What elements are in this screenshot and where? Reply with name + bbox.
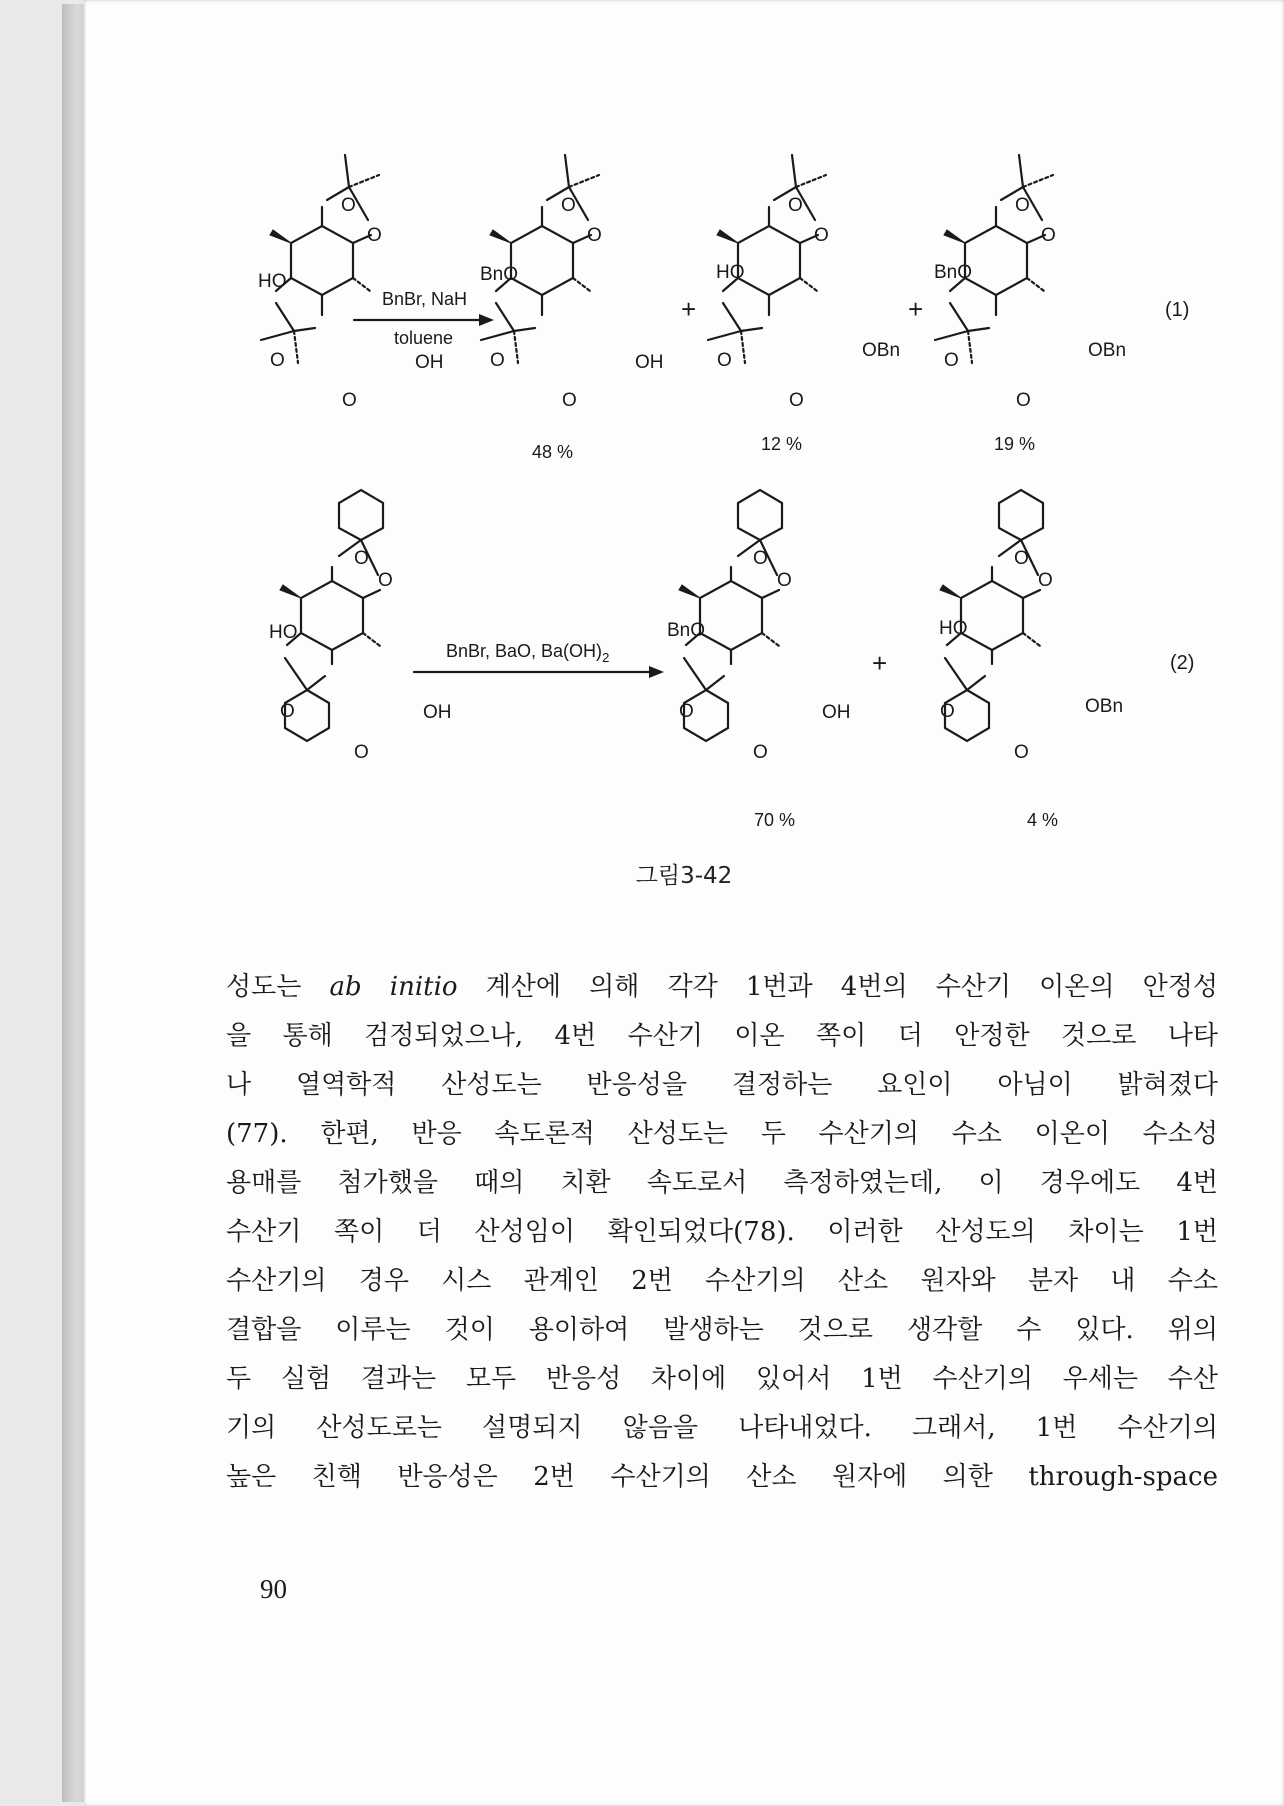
r2-reactant-o1: O <box>354 548 369 569</box>
reaction2-number: (2) <box>1170 652 1195 674</box>
book-page <box>84 0 1284 1806</box>
text-line-2: 을 통해 검정되었으나, 4번 수산기 이온 쪽이 더 안정한 것으로 나타 <box>226 1021 1218 1051</box>
r2-yield-b: 4 % <box>1027 810 1059 830</box>
r1-product-a-o3: O <box>490 350 505 371</box>
r1-product-b-o1: O <box>788 195 803 216</box>
r1-plus-2: + <box>908 294 924 324</box>
reaction2-reagents-main: BnBr, BaO, Ba(OH) <box>446 641 603 661</box>
text-line-9: 두 실험 결과는 모두 반응성 차이에 있어서 1번 수산기의 우세는 수산 <box>226 1364 1218 1394</box>
r1-plus-1: + <box>681 294 697 324</box>
r2-yield-a: 70 % <box>754 810 796 830</box>
r1-reactant-oh: OH <box>415 352 444 373</box>
r2-reactant-ho: HO <box>269 622 298 643</box>
r1-product-a-oh: OH <box>635 352 664 373</box>
r1-product-b-o4: O <box>789 390 804 411</box>
r2-product-b-ho: HO <box>939 618 968 639</box>
r1-reactant-o1: O <box>341 195 356 216</box>
r1-product-a-o2: O <box>587 225 602 246</box>
r2-product-b-obn: OBn <box>1085 696 1124 717</box>
r2-product-a-o2: O <box>777 570 792 591</box>
r2-product-b-o3: O <box>940 701 955 722</box>
r1-reactant-o2: O <box>367 225 382 246</box>
text-line-10: 기의 산성도로는 설명되지 않음을 나타내었다. 그래서, 1번 수산기의 <box>226 1413 1218 1443</box>
reaction2-product-b <box>940 490 1043 741</box>
r1-yield-b: 12 % <box>761 434 803 454</box>
reaction1-product-a <box>481 155 599 363</box>
r2-product-b-o2: O <box>1038 570 1053 591</box>
reaction1-product-b <box>708 155 826 363</box>
r2-plus: + <box>872 648 888 678</box>
reaction2-reagents-sub: 2 <box>602 650 610 665</box>
text-line-8: 결합을 이루는 것이 용이하여 발생하는 것으로 생각할 수 있다. 위의 <box>226 1315 1218 1345</box>
body-paragraph <box>226 963 1218 1502</box>
r1-product-a-bno: BnO <box>480 264 519 285</box>
r1-reactant-o4: O <box>342 390 357 411</box>
r2-product-a-oh: OH <box>822 702 851 723</box>
reaction1-reagents: BnBr, NaH <box>382 289 468 309</box>
reaction1-solvent: toluene <box>394 328 454 348</box>
r1-reactant-o3: O <box>270 350 285 371</box>
page-number: 90 <box>260 1574 287 1604</box>
r1-product-b-o3: O <box>717 350 732 371</box>
text-line-1-post: 계산에 의해 각각 1번과 4번의 수산기 이온의 안정성 <box>457 972 1218 1002</box>
text-line-6: 수산기 쪽이 더 산성임이 확인되었다(78). 이러한 산성도의 차이는 1번 <box>226 1217 1218 1247</box>
r2-reactant-o3: O <box>280 701 295 722</box>
page-edge <box>62 4 86 1802</box>
r1-yield-a: 48 % <box>532 442 574 462</box>
text-line-3: 나 열역학적 산성도는 반응성을 결정하는 요인이 아님이 밝혀졌다 <box>226 1070 1218 1100</box>
r2-product-b-o4: O <box>1014 742 1029 763</box>
figure-caption: 그림3-42 <box>635 863 733 889</box>
text-line-1 <box>226 963 1218 1012</box>
r1-product-c-bno: BnO <box>934 262 973 283</box>
r1-product-a-o1: O <box>561 195 576 216</box>
r1-product-c-o1: O <box>1015 195 1030 216</box>
text-line-7: 수산기의 경우 시스 관계인 2번 수산기의 산소 원자와 분자 내 수소 <box>226 1266 1218 1296</box>
r2-product-b-o1: O <box>1014 548 1029 569</box>
reaction2-product-a <box>679 490 782 741</box>
reaction2-reactant <box>280 490 383 741</box>
r1-product-b-o2: O <box>814 225 829 246</box>
r1-reactant-ho: HO <box>258 271 287 292</box>
r1-product-c-o4: O <box>1016 390 1031 411</box>
reaction1-product-c <box>935 155 1053 363</box>
r2-reactant-oh: OH <box>423 702 452 723</box>
text-line-4: (77). 한편, 반응 속도론적 산성도는 두 수산기의 수소 이온이 수소성 <box>226 1119 1218 1149</box>
r1-product-c-o2: O <box>1041 225 1056 246</box>
r1-product-c-o3: O <box>944 350 959 371</box>
r1-product-b-ho: HO <box>716 262 745 283</box>
r1-yield-c: 19 % <box>994 434 1036 454</box>
r1-product-b-obn: OBn <box>862 340 901 361</box>
text-line-11: 높은 친핵 반응성은 2번 수산기의 산소 원자에 의한 through-space <box>226 1462 1218 1492</box>
reaction2-reagents <box>446 641 609 665</box>
text-line-1-italic: ab initio <box>329 972 458 1002</box>
r2-product-a-o1: O <box>753 548 768 569</box>
r1-product-c-obn: OBn <box>1088 340 1127 361</box>
r2-reactant-o4: O <box>354 742 369 763</box>
r2-product-a-o4: O <box>753 742 768 763</box>
r2-product-a-o3: O <box>679 701 694 722</box>
text-line-1-pre: 성도는 <box>226 972 330 1002</box>
text-line-5: 용매를 첨가했을 때의 치환 속도로서 측정하였는데, 이 경우에도 4번 <box>226 1168 1218 1198</box>
reaction1-number: (1) <box>1165 299 1190 321</box>
r2-reactant-o2: O <box>378 570 393 591</box>
reaction1-reactant <box>261 155 379 363</box>
r2-product-a-bno: BnO <box>667 620 706 641</box>
reaction-scheme-figure <box>84 0 1284 900</box>
r1-product-a-o4: O <box>562 390 577 411</box>
